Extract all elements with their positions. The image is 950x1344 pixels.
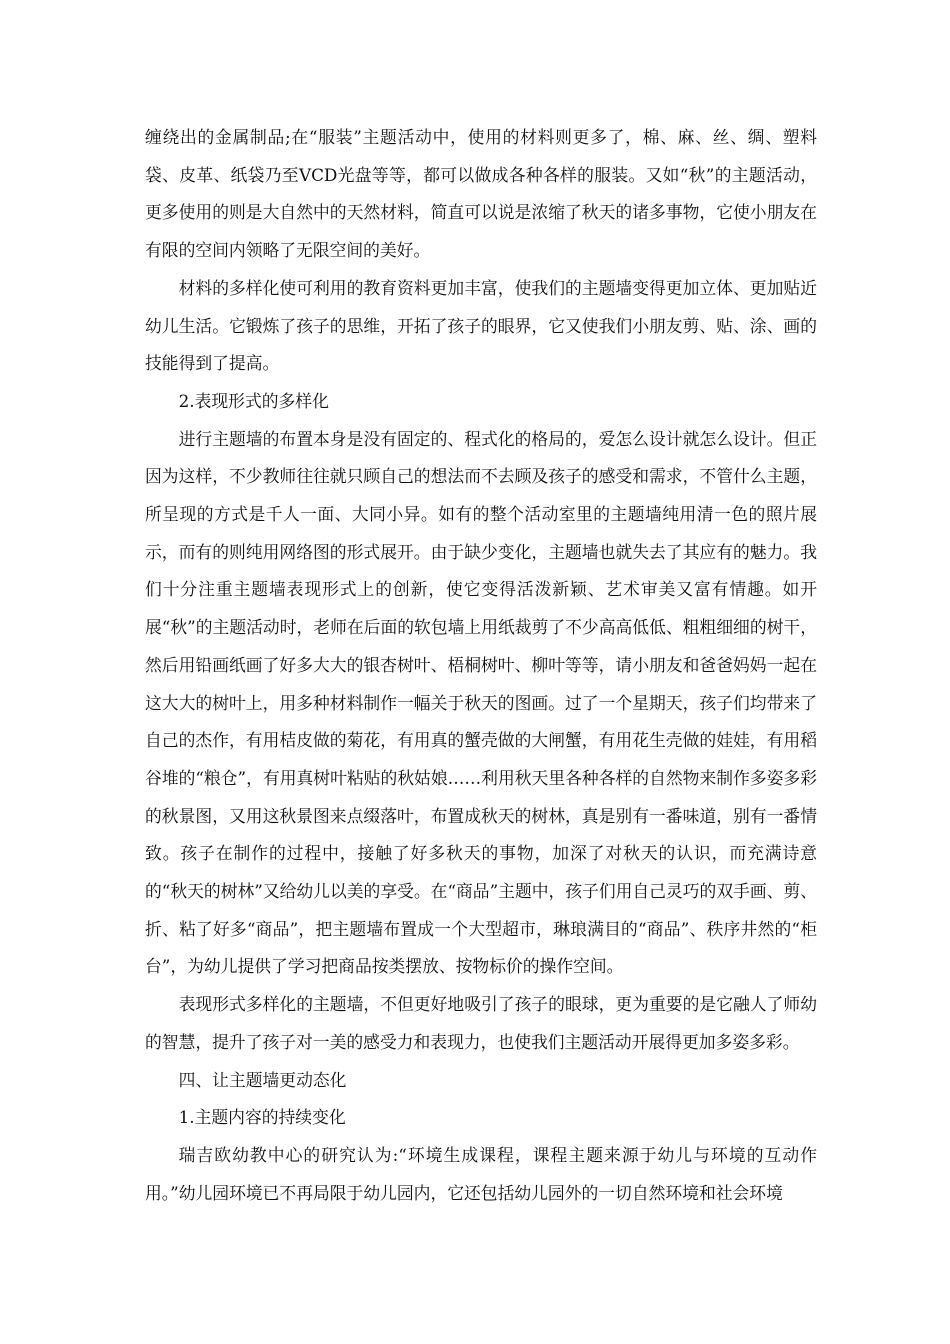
paragraph-expression-forms: 进行主题墙的布置本身是没有固定的、程式化的格局的，爱怎么设计就怎么设计。但正因为这样，不少教师往往就只顾自己的想法而不去顾及孩子的感受和需求，不管什么主题，所呈现的方式是千人一面、大同小异。如有的整个活动室里的主题墙纯用清一色的照片展示，而有的则纯用网络图的形式展开。由于缺少变化，主题墙也就失去了其应有的魅力。我们十分注重主题墙表现形式上的创新，使它变得活泼新颖、艺术审美又富有情趣。如开展“秋”的主题活动时，老师在后面的软包墙上用纸裁剪了不少高高低低、粗粗细细的树干，然后用铅画纸画了好多大大的银杏树叶、梧桐树叶、柳叶等等，请小朋友和爸爸妈妈一起在这大大的树叶上，用多种材料制作一幅关于秋天的图画。过了一个星期天，孩子们均带来了自己的杰作，有用桔皮做的菊花，有用真的蟹壳做的大闸蟹，有用花生壳做的娃娃，有用稻谷堆的“粮仓”，有用真树叶粘贴的秋姑娘……利用秋天里各种各样的自然物来制作多姿多彩的秋景图，又用这秋景图来点缀落叶，布置成秋天的树林，真是别有一番味道，别有一番情致。孩子在制作的过程中，接触了好多秋天的事物，加深了对秋天的认识，而充满诗意的“秋天的树林”又给幼儿以美的享受。在“商品”主题中，孩子们用自己灵巧的双手画、剪、折、粘了好多“商品”，把主题墙布置成一个大型超市，琳琅满目的“商品”、秩序井然的“柜台”，为幼儿提供了学习把商品按类摆放、按物标价的操作空间。 [145,428,818,977]
paragraph-expression-summary: 表现形式多样化的主题墙，不但更好地吸引了孩子的眼球，更为重要的是它融人了师幼的智慧，提升了孩子对一美的感受力和表现力，也使我们主题活动开展得更加多姿多彩。 [145,994,817,1052]
paragraph-material-diversity: 材料的多样化使可利用的教育资料更加丰富，使我们的主题墙变得更加立体、更加贴近幼儿生活。它锻炼了孩子的思维，开拓了孩子的眼界，它又使我们小朋友剪、贴、涂、画的技能得到了提高。 [145,277,817,374]
document-body [145,119,817,1212]
paragraph-reggio-research: 瑞吉欧幼教中心的研究认为:“环境生成课程，课程主题来源于幼儿与环境的互动作用。”幼儿园环境已不再局限于幼儿园内，它还包括幼儿园外的一切自然环境和社会环境 [145,1144,817,1203]
section-heading-content-change: 1.主题内容的持续变化 [178,1107,346,1128]
section-heading-dynamic-wall: 四、让主题墙更动态化 [178,1069,347,1090]
section-heading-expression-forms: 2.表现形式的多样化 [178,390,329,411]
paragraph-continuation: 缠绕出的金属制品;在“服装”主题活动中，使用的材料则更多了，棉、麻、丝、绸、塑料袋、皮革、纸袋乃至VCD光盘等等，都可以做成各种各样的服装。又如“秋”的主题活动，更多使用的则是大自然中的天然材料，简直可以说是浓缩了秋天的诸多事物，它使小朋友在有限的空间内领略了无限空间的美好。 [145,127,817,261]
